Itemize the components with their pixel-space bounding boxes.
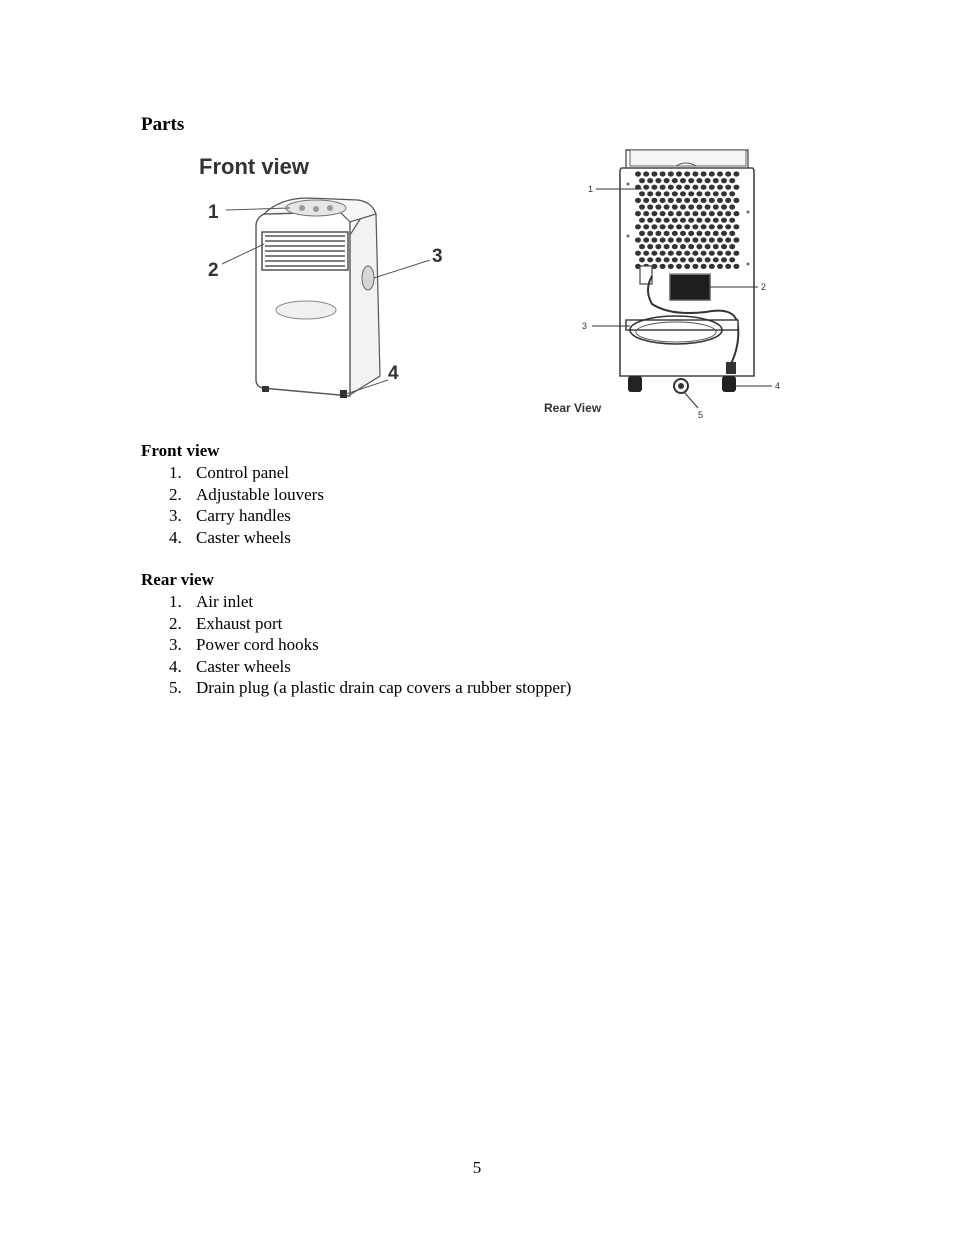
front-view-figure-title: Front view [199, 154, 310, 179]
inlet-hole [639, 231, 645, 236]
inlet-hole [647, 191, 653, 196]
inlet-hole [729, 244, 735, 249]
inlet-hole [680, 244, 686, 249]
inlet-hole [664, 231, 670, 236]
front-view-heading: Front view [141, 441, 220, 460]
inlet-hole [692, 237, 698, 242]
list-item: 2. Exhaust port [169, 613, 283, 633]
inlet-hole [717, 211, 723, 216]
inlet-hole [680, 204, 686, 209]
inlet-hole [688, 218, 694, 223]
inlet-hole [721, 191, 727, 196]
inlet-hole [668, 171, 674, 176]
inlet-hole [733, 171, 739, 176]
inlet-hole [705, 231, 711, 236]
inlet-hole [733, 185, 739, 190]
inlet-hole [701, 171, 707, 176]
inlet-hole [684, 171, 690, 176]
inlet-hole [668, 185, 674, 190]
inlet-hole [676, 211, 682, 216]
inlet-hole [651, 224, 657, 229]
inlet-hole [660, 185, 666, 190]
inlet-hole [709, 171, 715, 176]
inlet-hole [705, 218, 711, 223]
inlet-hole [701, 198, 707, 203]
inlet-hole [733, 198, 739, 203]
inlet-hole [709, 198, 715, 203]
inlet-hole [680, 231, 686, 236]
rear-view-figure-title: Rear View [544, 401, 602, 415]
rear-view-heading: Rear view [141, 570, 214, 589]
inlet-hole [643, 211, 649, 216]
inlet-hole [672, 178, 678, 183]
inlet-hole [696, 257, 702, 262]
inlet-hole [688, 257, 694, 262]
inlet-hole [676, 251, 682, 256]
inlet-hole [709, 211, 715, 216]
inlet-hole [664, 178, 670, 183]
inlet-hole [684, 224, 690, 229]
inlet-hole [668, 198, 674, 203]
inlet-hole [733, 237, 739, 242]
inlet-hole [701, 224, 707, 229]
inlet-hole [729, 191, 735, 196]
inlet-hole [733, 251, 739, 256]
inlet-hole [651, 185, 657, 190]
inlet-hole [639, 218, 645, 223]
inlet-hole [721, 244, 727, 249]
inlet-hole [701, 264, 707, 269]
inlet-hole [672, 218, 678, 223]
inlet-hole [696, 191, 702, 196]
inlet-hole [660, 211, 666, 216]
inlet-hole [660, 198, 666, 203]
inlet-hole [688, 231, 694, 236]
inlet-hole [651, 211, 657, 216]
inlet-hole [733, 264, 739, 269]
page-number: 5 [472, 1158, 482, 1177]
inlet-hole [725, 264, 731, 269]
list-item: 4. Caster wheels [169, 656, 291, 676]
inlet-hole [651, 171, 657, 176]
inlet-hole [725, 211, 731, 216]
inlet-hole [709, 251, 715, 256]
inlet-hole [635, 171, 641, 176]
inlet-hole [684, 185, 690, 190]
list-item: 3. Carry handles [169, 506, 291, 526]
inlet-hole [684, 264, 690, 269]
inlet-hole [676, 171, 682, 176]
inlet-hole [705, 244, 711, 249]
inlet-hole [688, 191, 694, 196]
inlet-hole [713, 204, 719, 209]
inlet-hole [701, 251, 707, 256]
inlet-hole [676, 264, 682, 269]
front-callout-3: 3 [432, 246, 443, 267]
list-item: 1. Air inlet [169, 592, 254, 611]
inlet-hole [639, 178, 645, 183]
inlet-hole [647, 244, 653, 249]
inlet-hole [709, 264, 715, 269]
inlet-hole [651, 198, 657, 203]
inlet-hole [639, 191, 645, 196]
inlet-hole [672, 191, 678, 196]
inlet-hole [729, 204, 735, 209]
inlet-hole [660, 251, 666, 256]
inlet-hole [643, 224, 649, 229]
front-callout-4: 4 [388, 363, 399, 384]
inlet-hole [684, 251, 690, 256]
inlet-hole [721, 178, 727, 183]
inlet-hole [701, 237, 707, 242]
inlet-hole [721, 204, 727, 209]
inlet-hole [733, 224, 739, 229]
inlet-hole [647, 231, 653, 236]
inlet-hole [660, 171, 666, 176]
inlet-hole [651, 237, 657, 242]
inlet-hole [721, 257, 727, 262]
inlet-hole [680, 218, 686, 223]
inlet-hole [647, 178, 653, 183]
inlet-hole [717, 264, 723, 269]
inlet-hole [635, 224, 641, 229]
section-title: Parts [141, 114, 185, 135]
inlet-hole [635, 198, 641, 203]
inlet-hole [680, 191, 686, 196]
inlet-hole [701, 185, 707, 190]
list-item: 2. Adjustable louvers [169, 484, 324, 504]
inlet-hole [692, 211, 698, 216]
inlet-hole [688, 178, 694, 183]
inlet-hole [639, 204, 645, 209]
inlet-hole [680, 178, 686, 183]
inlet-hole [717, 251, 723, 256]
inlet-hole [729, 178, 735, 183]
inlet-hole [713, 178, 719, 183]
rear-callout-5: 5 [698, 410, 704, 420]
list-item: 5. Drain plug (a plastic drain cap covers a rubber stopper) [169, 678, 572, 698]
inlet-hole [725, 224, 731, 229]
inlet-hole [717, 171, 723, 176]
inlet-hole [660, 224, 666, 229]
inlet-hole [668, 251, 674, 256]
inlet-hole [676, 224, 682, 229]
inlet-hole [692, 251, 698, 256]
inlet-hole [725, 251, 731, 256]
inlet-hole [725, 198, 731, 203]
inlet-hole [676, 237, 682, 242]
inlet-hole [643, 237, 649, 242]
inlet-hole [672, 204, 678, 209]
front-callout-2: 2 [208, 260, 219, 281]
inlet-hole [664, 191, 670, 196]
inlet-hole [635, 237, 641, 242]
inlet-hole [672, 231, 678, 236]
inlet-hole [651, 251, 657, 256]
inlet-hole [655, 178, 661, 183]
inlet-hole [655, 231, 661, 236]
inlet-hole [713, 257, 719, 262]
inlet-hole [676, 185, 682, 190]
inlet-hole [672, 257, 678, 262]
inlet-hole [696, 204, 702, 209]
inlet-hole [696, 231, 702, 236]
inlet-hole [655, 257, 661, 262]
inlet-hole [692, 171, 698, 176]
inlet-hole [664, 218, 670, 223]
inlet-hole [717, 185, 723, 190]
list-item: 4. Caster wheels [169, 527, 291, 547]
inlet-hole [643, 171, 649, 176]
inlet-hole [721, 231, 727, 236]
inlet-hole [729, 218, 735, 223]
inlet-hole [639, 244, 645, 249]
inlet-hole [725, 185, 731, 190]
inlet-hole [696, 178, 702, 183]
inlet-hole [643, 185, 649, 190]
inlet-hole [696, 218, 702, 223]
inlet-hole [725, 171, 731, 176]
inlet-hole [713, 231, 719, 236]
list-item: 3. Power cord hooks [169, 635, 319, 655]
inlet-hole [684, 198, 690, 203]
inlet-hole [709, 237, 715, 242]
inlet-hole [729, 257, 735, 262]
rear-callout-4: 4 [775, 381, 781, 391]
inlet-hole [717, 237, 723, 242]
front-view-illustration [190, 148, 460, 403]
rear-view-illustration [540, 140, 790, 425]
inlet-hole [713, 218, 719, 223]
inlet-hole [692, 224, 698, 229]
inlet-hole [692, 198, 698, 203]
inlet-hole [647, 204, 653, 209]
front-callout-1: 1 [208, 202, 219, 223]
inlet-hole [668, 264, 674, 269]
inlet-hole [635, 251, 641, 256]
inlet-hole [647, 218, 653, 223]
inlet-hole [680, 257, 686, 262]
inlet-hole [668, 224, 674, 229]
inlet-hole [729, 231, 735, 236]
inlet-hole [709, 224, 715, 229]
inlet-hole [684, 237, 690, 242]
inlet-hole [660, 264, 666, 269]
inlet-hole [713, 191, 719, 196]
inlet-hole [672, 244, 678, 249]
inlet-hole [655, 204, 661, 209]
inlet-hole [692, 185, 698, 190]
inlet-hole [664, 244, 670, 249]
inlet-hole [696, 244, 702, 249]
inlet-hole [655, 244, 661, 249]
inlet-hole [643, 251, 649, 256]
list-item: 1. Control panel [169, 463, 290, 482]
inlet-hole [688, 244, 694, 249]
inlet-hole [643, 198, 649, 203]
inlet-hole [647, 257, 653, 262]
inlet-hole [639, 257, 645, 262]
inlet-hole [713, 244, 719, 249]
inlet-hole [717, 198, 723, 203]
rear-view-list [141, 591, 571, 699]
inlet-hole [705, 257, 711, 262]
rear-callout-3: 3 [582, 321, 588, 331]
inlet-hole [668, 211, 674, 216]
inlet-hole [676, 198, 682, 203]
inlet-hole [664, 204, 670, 209]
inlet-hole [655, 191, 661, 196]
inlet-hole [733, 211, 739, 216]
inlet-hole [692, 264, 698, 269]
inlet-hole [705, 191, 711, 196]
inlet-hole [701, 211, 707, 216]
inlet-hole [660, 237, 666, 242]
inlet-hole [684, 211, 690, 216]
inlet-hole [705, 178, 711, 183]
inlet-hole [688, 204, 694, 209]
rear-callout-2: 2 [761, 282, 767, 292]
inlet-hole [635, 211, 641, 216]
rear-callout-1: 1 [588, 184, 594, 194]
inlet-hole [721, 218, 727, 223]
front-view-list [141, 462, 324, 548]
inlet-hole [664, 257, 670, 262]
inlet-hole [725, 237, 731, 242]
inlet-hole [655, 218, 661, 223]
inlet-hole [705, 204, 711, 209]
inlet-hole [668, 237, 674, 242]
inlet-hole [709, 185, 715, 190]
inlet-hole [717, 224, 723, 229]
